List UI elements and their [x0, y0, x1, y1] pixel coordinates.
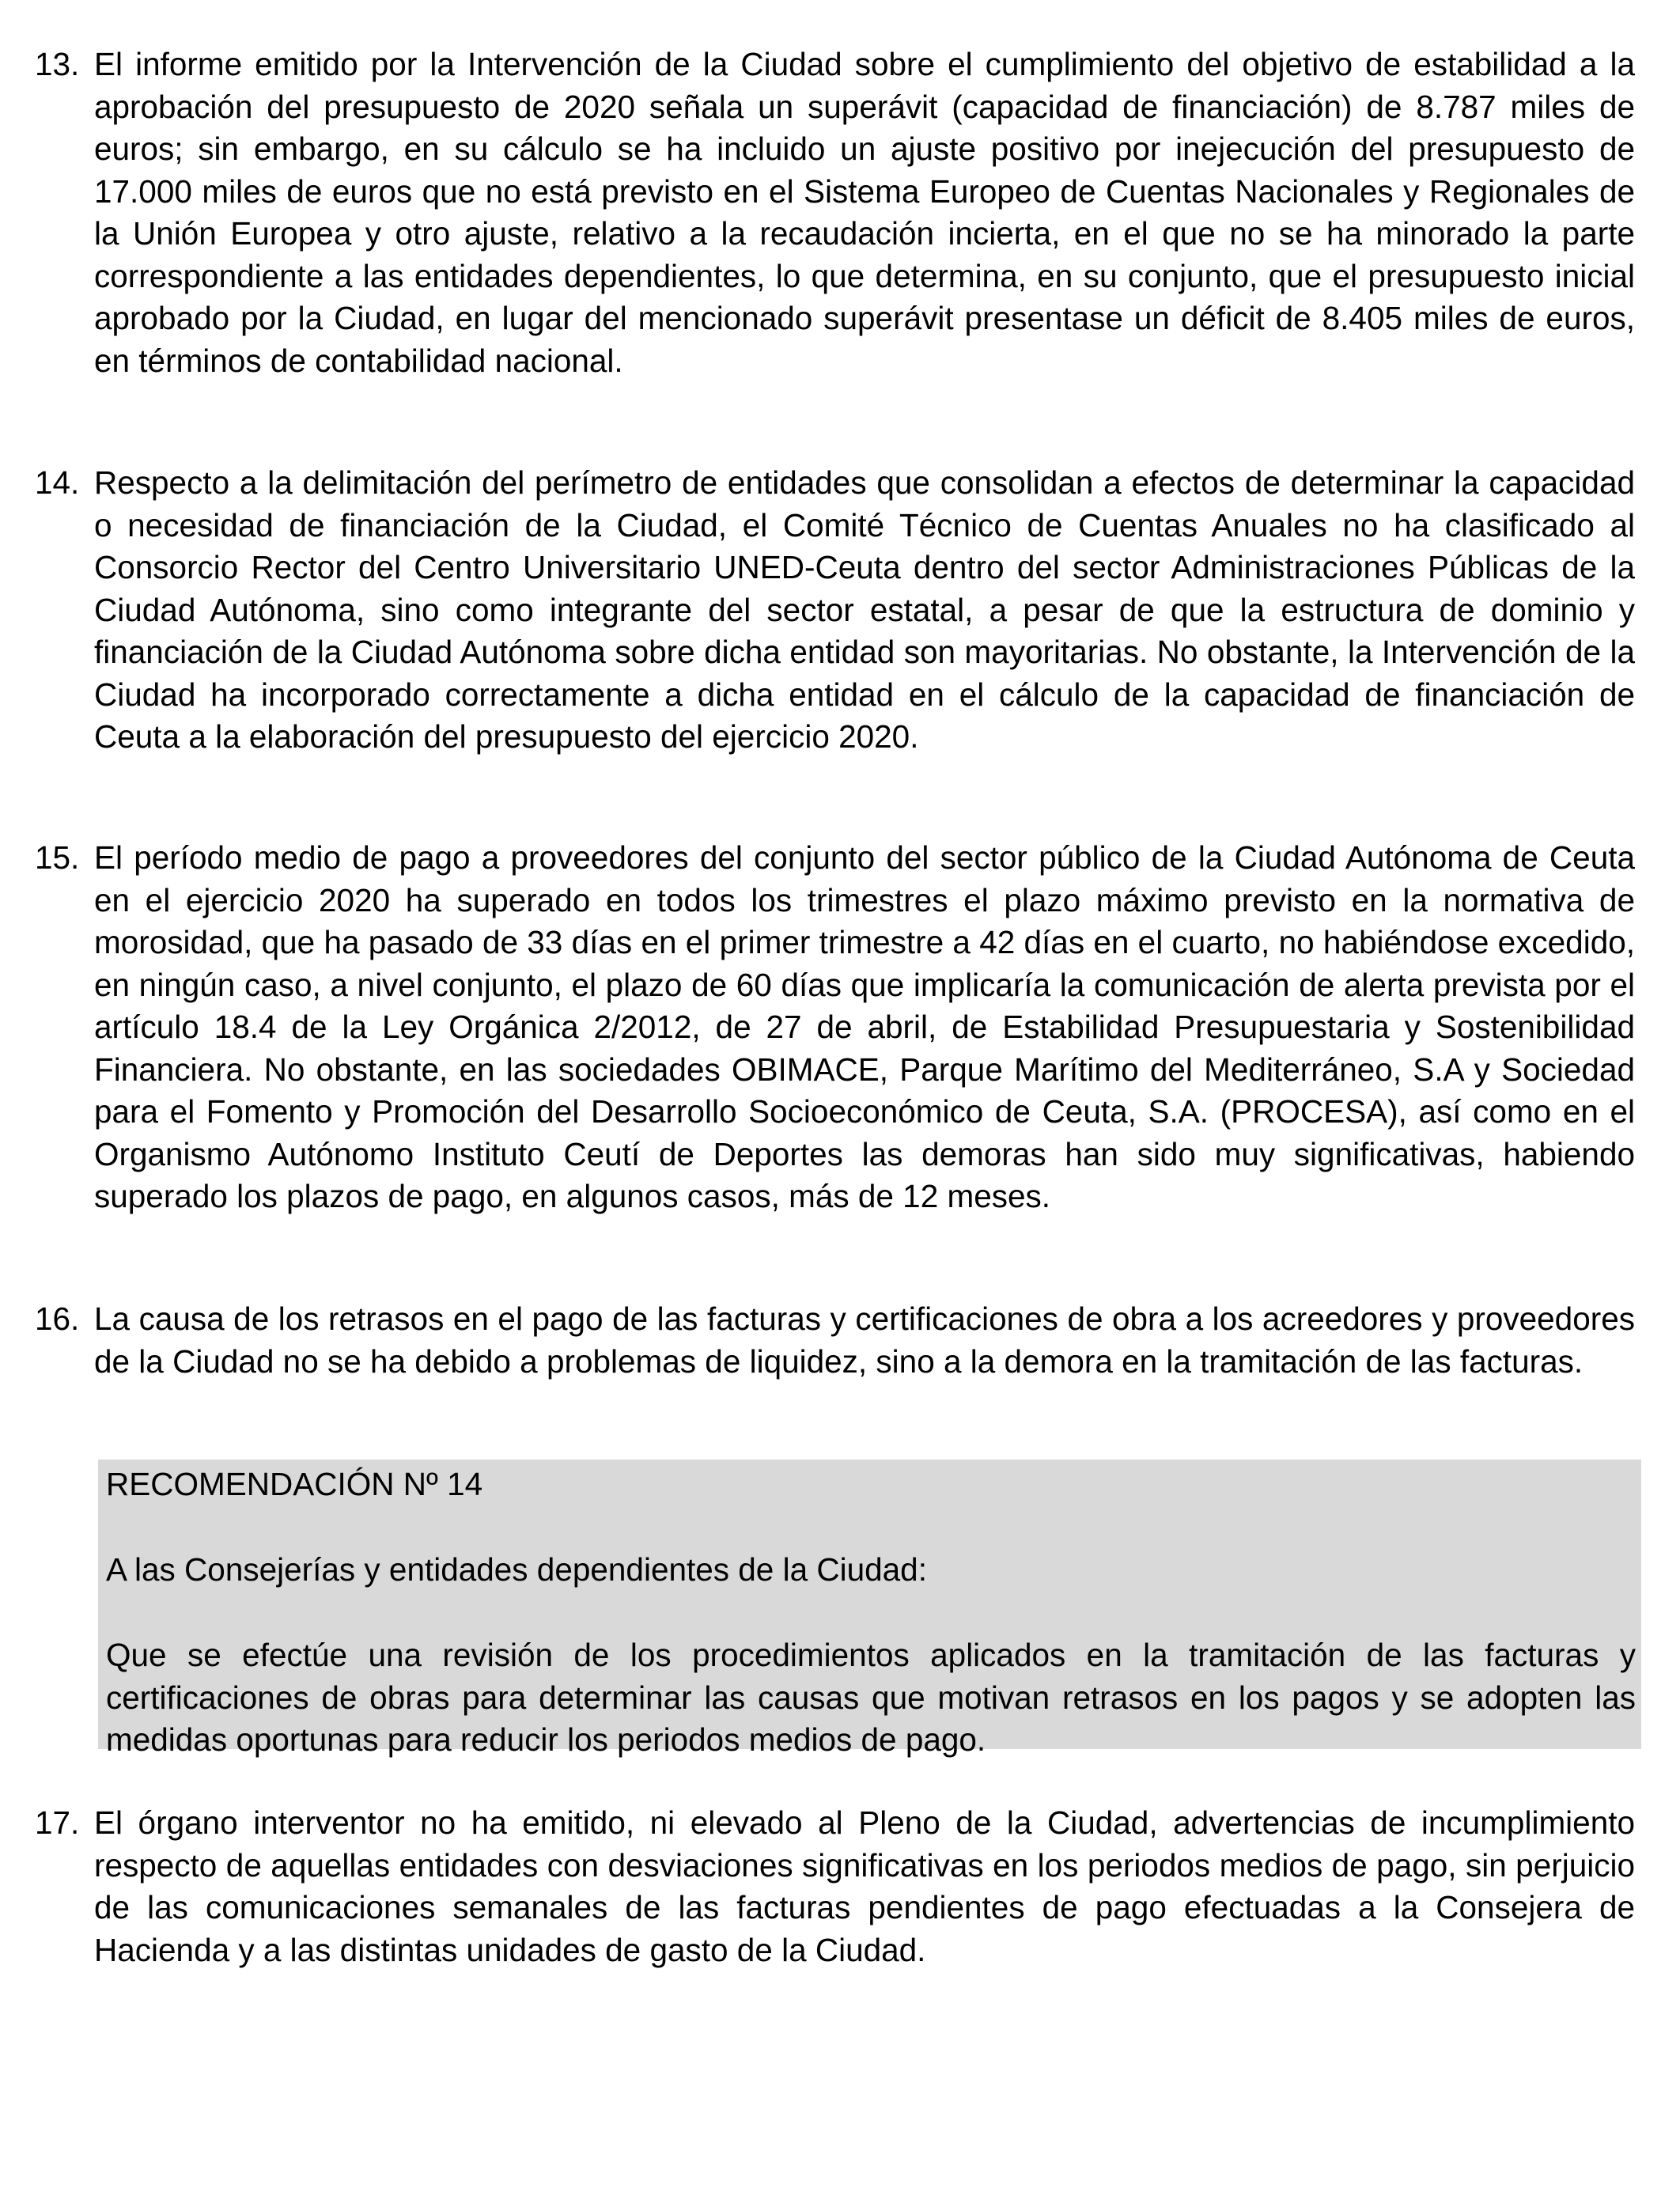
finding-15 — [35, 837, 1636, 1218]
finding-17 — [35, 1802, 1636, 1971]
finding-number: 13. — [35, 46, 80, 82]
finding-text: Respecto a la delimitación del perímetro de entidades que consolidan a efectos de determinar la capacidad o necesidad de financiación de la Ciudad, el Comité Técnico de Cuentas Anuales no ha clasificado al Consorcio Rector del Centro Universitario UNED-Ceuta dentro del sector Administraciones Públicas de la Ciudad Autónoma, sino como integrante del sector estatal, a pesar de que la estructura de dominio y financiación de la Ciudad Autónoma sobre dicha entidad son mayoritarias. No obstante, la Intervención de la Ciudad ha incorporado correctamente a dicha entidad en el cálculo de la capacidad de financiación de Ceuta a la elaboración del presupuesto del ejercicio 2020. — [94, 464, 1635, 755]
finding-text: El período medio de pago a proveedores del conjunto del sector público de la Ciudad Autónoma de Ceuta en el ejercicio 2020 ha superado en todos los trimestres el plazo máximo previsto en la normativa de morosidad, que ha pasado de 33 días en el primer trimestre a 42 días en el cuarto, no habiéndose excedido, en ningún caso, a nivel conjunto, el plazo de 60 días que implicaría la comunicación de alerta prevista por el artículo 18.4 de la Ley Orgánica 2/2012, de 27 de abril, de Estabilidad Presupuestaria y Sostenibilidad Financiera. No obstante, en las sociedades OBIMACE, Parque Marítimo del Mediterráneo, S.A y Sociedad para el Fomento y Promoción del Desarrollo Socioeconómico de Ceuta, S.A. (PROCESA), así como en el Organismo Autónomo Instituto Ceutí de Deportes las demoras han sido muy significativas, habiendo superado los plazos de pago, en algunos casos, más de 12 meses. — [94, 839, 1635, 1214]
recommendation-body: Que se efectúe una revisión de los procedimientos aplicados en la tramitación de las facturas y certificaciones de obras para determinar las causas que motivan retrasos en los pagos y se adopten las medidas oportunas para reducir los periodos medios de pago. — [106, 1637, 1636, 1758]
finding-number: 14. — [35, 464, 80, 501]
finding-number: 15. — [35, 839, 80, 876]
finding-number: 16. — [35, 1301, 80, 1337]
finding-16 — [35, 1298, 1636, 1383]
finding-text: El órgano interventor no ha emitido, ni elevado al Pleno de la Ciudad, advertencias de incumplimiento respecto de aquellas entidades con desviaciones significativas en los periodos medios de pago, sin perjuicio de las comunicaciones semanales de las facturas pendientes de pago efectuadas a la Consejera de Hacienda y a las distintas unidades de gasto de la Ciudad. — [94, 1804, 1635, 1968]
recommendation-addressee: A las Consejerías y entidades dependientes de la Ciudad: — [106, 1551, 927, 1588]
finding-13 — [35, 44, 1636, 382]
recommendation-title: RECOMENDACIÓN Nº 14 — [106, 1466, 483, 1502]
finding-14 — [35, 462, 1636, 759]
finding-number: 17. — [35, 1804, 80, 1841]
finding-text: El informe emitido por la Intervención de la Ciudad sobre el cumplimiento del objetivo de estabilidad a la aprobación del presupuesto de 2020 señala un superávit (capacidad de financiación) de 8.787 miles de euros; sin embargo, en su cálculo se ha incluido un ajuste positivo por inejecución del presupuesto de 17.000 miles de euros que no está previsto en el Sistema Europeo de Cuentas Nacionales y Regionales de la Unión Europea y otro ajuste, relativo a la recaudación incierta, en el que no se ha minorado la parte correspondiente a las entidades dependientes, lo que determina, en su conjunto, que el presupuesto inicial aprobado por la Ciudad, en lugar del mencionado superávit presentase un déficit de 8.405 miles de euros, en términos de contabilidad nacional. — [94, 46, 1635, 379]
finding-text: La causa de los retrasos en el pago de las facturas y certificaciones de obra a los acreedores y proveedores de la Ciudad no se ha debido a problemas de liquidez, sino a la demora en la tramitación de las facturas. — [94, 1301, 1635, 1380]
